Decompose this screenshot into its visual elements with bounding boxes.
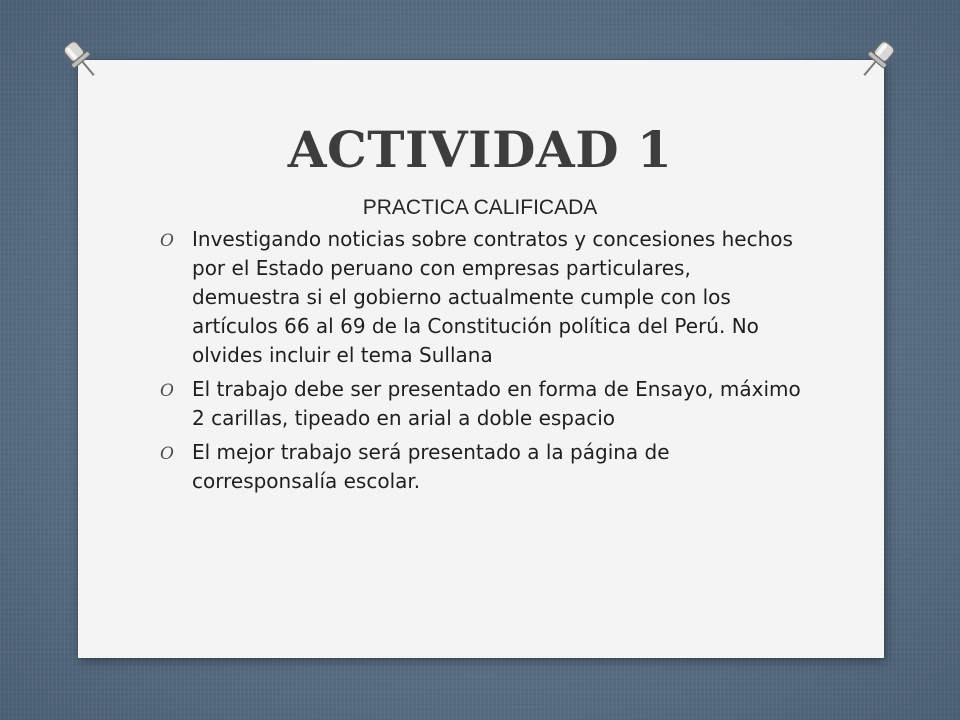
bullet-text: El mejor trabajo será presentado a la página de corresponsalía escolar. <box>192 440 670 493</box>
bullet-item <box>160 225 805 370</box>
bullet-item <box>160 438 805 496</box>
bullet-marker: O <box>160 231 174 251</box>
bullet-text: El trabajo debe ser presentado en forma de Ensayo, máximo 2 carillas, tipeado en arial a doble espacio <box>192 377 801 430</box>
bullet-marker: O <box>160 381 174 401</box>
bullet-marker: O <box>160 444 174 464</box>
bullet-list <box>160 225 805 501</box>
slide-subtitle: PRACTICA CALIFICADA <box>362 196 598 219</box>
bullet-text: Investigando noticias sobre contratos y concesiones hechos por el Estado peruano con empresas particulares, demuestra si el gobierno actualmente cumple con los artículos 66 al 69 de la Constitución política del Perú. No olvides incluir el tema Sullana <box>192 227 793 367</box>
bullet-item <box>160 375 805 433</box>
slide-title: ACTIVIDAD 1 <box>287 120 673 179</box>
